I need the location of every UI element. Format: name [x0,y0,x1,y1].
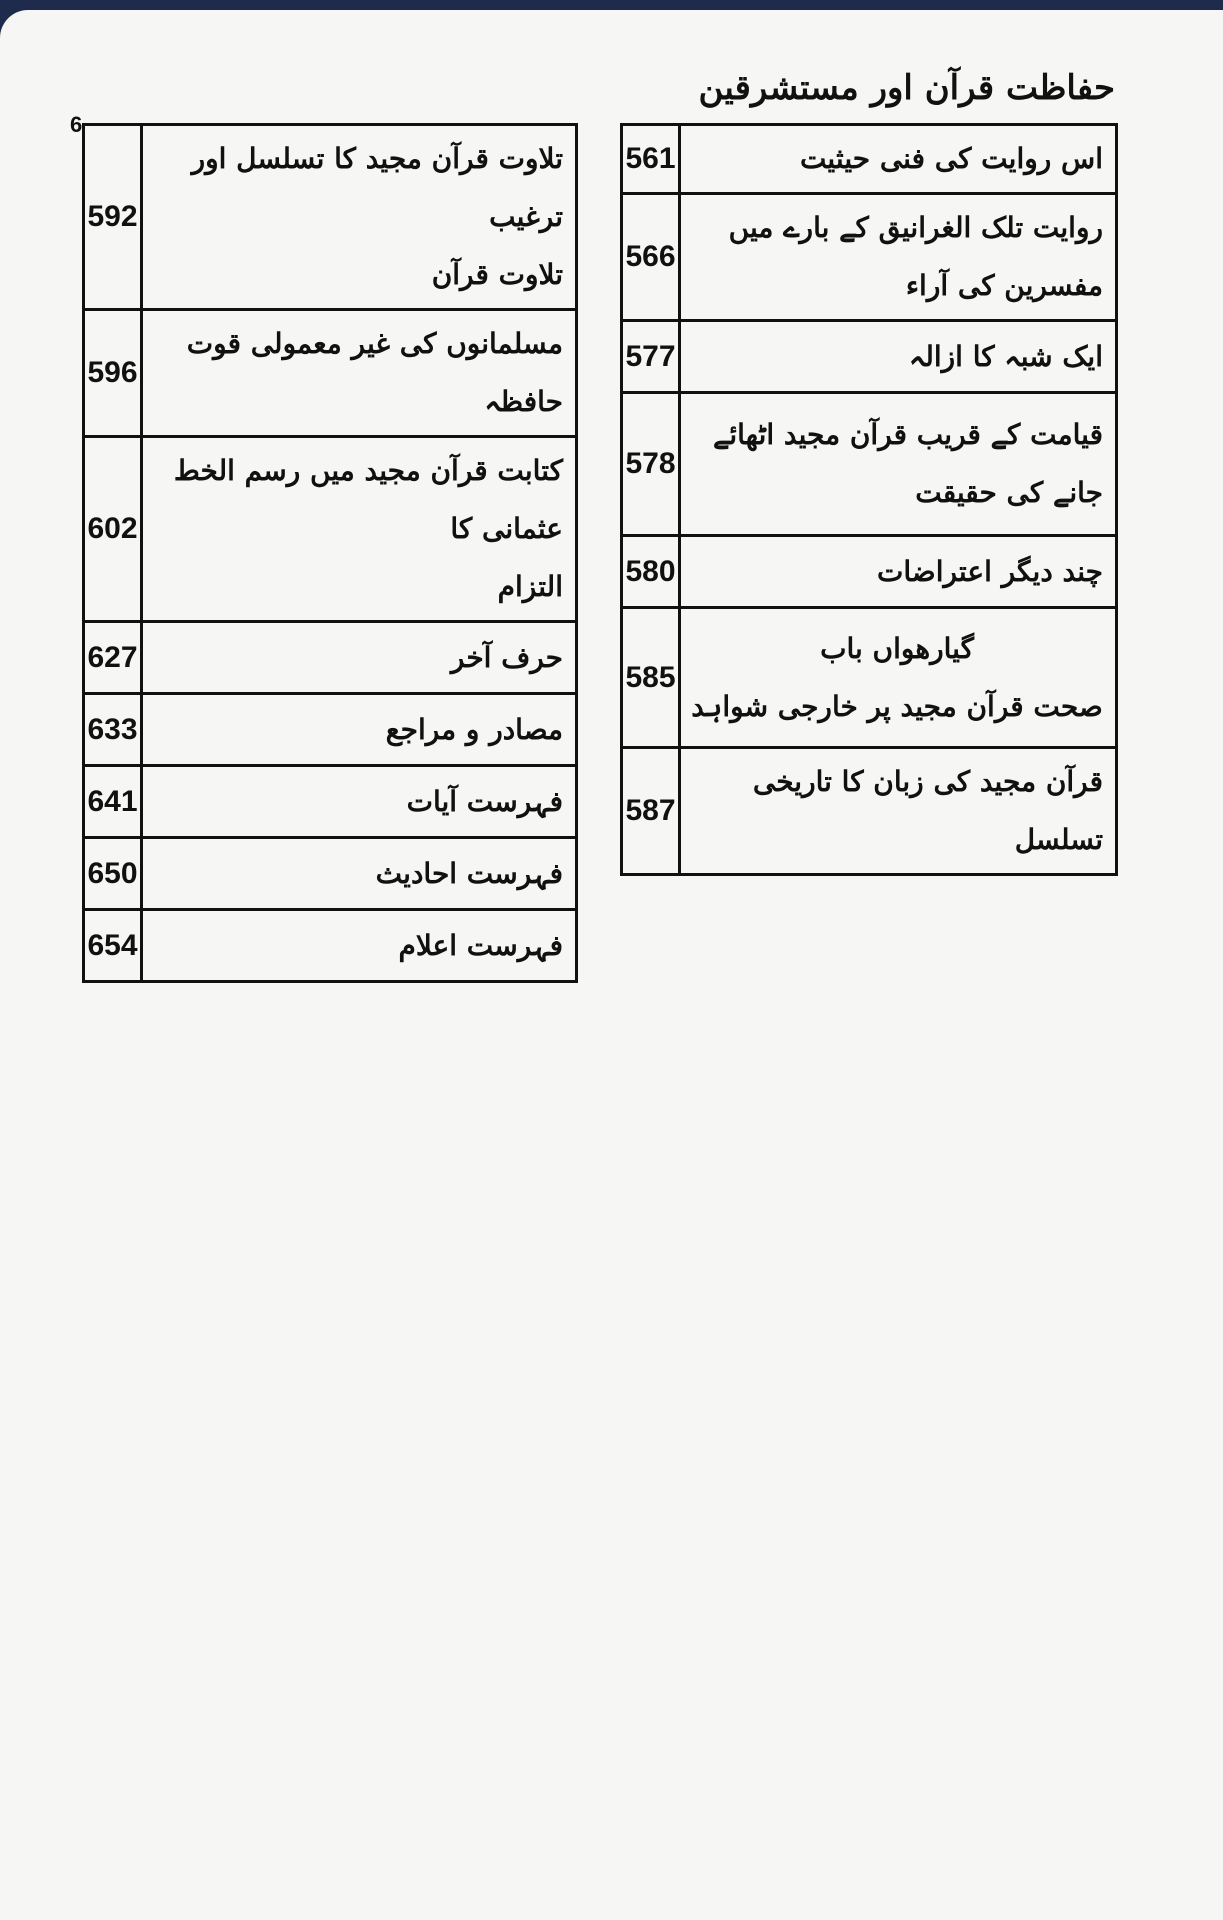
toc-page-number: 561 [622,125,680,194]
running-title: حفاظت قرآن اور مستشرقین [698,68,1115,108]
toc-row [84,838,577,910]
toc-page-number: 602 [84,437,142,622]
toc-entry-title: چند دیگر اعتراضات [680,536,1117,608]
toc-entry-title: اس روایت کی فنی حیثیت [680,125,1117,194]
toc-entry-title: فہرست احادیث [142,838,577,910]
toc-row [84,125,577,310]
toc-entry-title: کتابت قرآن مجید میں رسم الخط عثمانی کا التزام [142,437,577,622]
toc-entry-title: تلاوت قرآن مجید کا تسلسل اور ترغیب تلاوت قرآن [142,125,577,310]
toc-page-number: 577 [622,321,680,393]
toc-page-number: 580 [622,536,680,608]
toc-row [622,194,1117,321]
toc-page-number: 592 [84,125,142,310]
toc-entry-title: مسلمانوں کی غیر معمولی قوت حافظہ [142,310,577,437]
toc-table-left [82,123,578,983]
toc-page-number: 641 [84,766,142,838]
toc-row [622,125,1117,194]
toc-entry-title: حرف آخر [142,622,577,694]
toc-entry-title: قیامت کے قریب قرآن مجید اٹھائے جانے کی حقیقت [680,393,1117,536]
toc-entry-title: فہرست اعلام [142,910,577,982]
toc-row [622,608,1117,748]
toc-row [84,766,577,838]
toc-entry-title: فہرست آیات [142,766,577,838]
toc-page-number: 627 [84,622,142,694]
toc-page-number: 650 [84,838,142,910]
page-number: 6 [70,112,83,137]
toc-row [622,321,1117,393]
toc-entry-title: گیارھواں باب صحت قرآن مجید پر خارجی شواہد [680,608,1117,748]
toc-row [622,536,1117,608]
toc-page-number: 596 [84,310,142,437]
toc-entry-title: روایت تلک الغرانیق کے بارے میں مفسرین کی آراء [680,194,1117,321]
toc-row [84,910,577,982]
toc-row [622,748,1117,875]
book-page [0,10,1223,1920]
toc-page-number: 578 [622,393,680,536]
toc-table-right [620,123,1118,876]
toc-page-number: 654 [84,910,142,982]
toc-row [84,310,577,437]
toc-page-number: 587 [622,748,680,875]
toc-row [84,694,577,766]
toc-row [84,622,577,694]
toc-entry-title: قرآن مجید کی زبان کا تاریخی تسلسل [680,748,1117,875]
toc-row [622,393,1117,536]
toc-row [84,437,577,622]
toc-page-number: 566 [622,194,680,321]
toc-page-number: 585 [622,608,680,748]
toc-page-number: 633 [84,694,142,766]
toc-entry-title: مصادر و مراجع [142,694,577,766]
toc-entry-title: ایک شبہ کا ازالہ [680,321,1117,393]
